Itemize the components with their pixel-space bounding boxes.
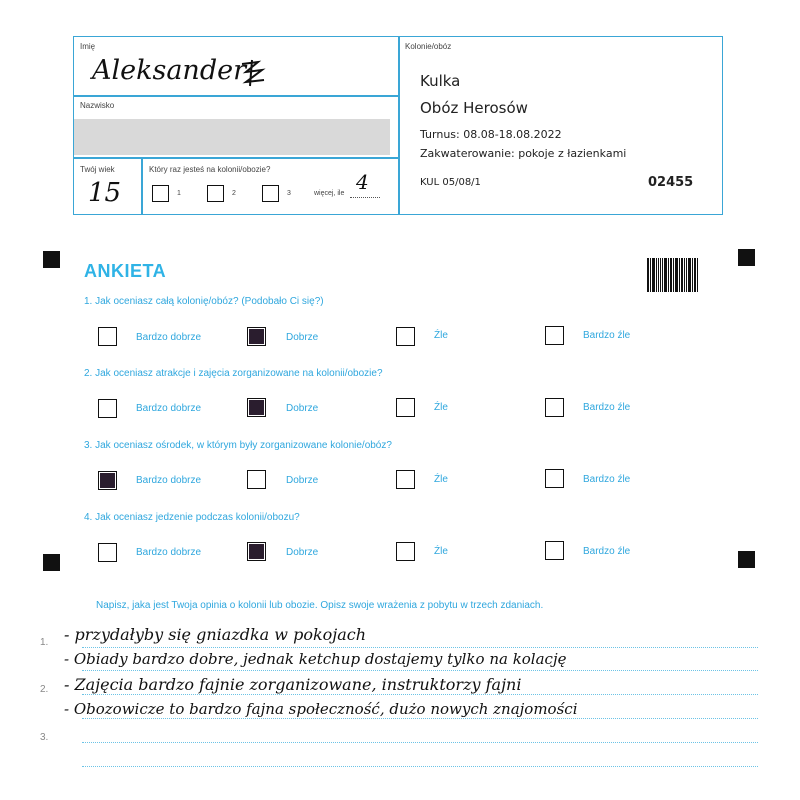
answer-text-2[interactable]: - Obiady bardzo dobre, jednak ketchup dostajemy tylko na kolację bbox=[64, 650, 567, 668]
q2-zle-checkbox[interactable] bbox=[396, 398, 415, 417]
camp-turnus: Turnus: 08.08-18.08.2022 bbox=[420, 128, 562, 141]
q4-zle-checkbox[interactable] bbox=[396, 542, 415, 561]
q2-bardzo-zle-label: Bardzo źle bbox=[583, 402, 631, 413]
wiek-value[interactable]: 15 bbox=[88, 178, 122, 208]
q1-dobrze-label: Dobrze bbox=[286, 332, 319, 343]
registration-marker-bottom-left bbox=[43, 554, 60, 571]
camp-code: KUL 05/08/1 bbox=[420, 177, 481, 188]
q4-bardzo-zle-label: Bardzo źle bbox=[583, 546, 631, 557]
q2-zle-label: Źle bbox=[434, 402, 448, 413]
wiecej-label: więcej, ile bbox=[314, 190, 345, 197]
registration-marker-bottom-right bbox=[738, 551, 755, 568]
visit-2-label: 2 bbox=[232, 190, 236, 197]
answer-line-1b bbox=[82, 670, 758, 671]
q4-zle-label: Źle bbox=[434, 546, 448, 557]
q4-bardzo-dobrze-checkbox[interactable] bbox=[98, 543, 117, 562]
signature-scribble bbox=[238, 58, 268, 88]
registration-marker-top-left bbox=[43, 251, 60, 268]
wiecej-value[interactable]: 4 bbox=[356, 170, 369, 194]
q1-bardzo-dobrze-checkbox[interactable] bbox=[98, 327, 117, 346]
wiek-label: Twój wiek bbox=[80, 165, 115, 174]
q3-bardzo-zle-label: Bardzo źle bbox=[583, 474, 631, 485]
q4-bardzo-zle-checkbox[interactable] bbox=[545, 541, 564, 560]
survey-title: ANKIETA bbox=[84, 261, 167, 281]
kolonia-label: Kolonie/obóz bbox=[405, 42, 452, 51]
nazwisko-label: Nazwisko bbox=[80, 101, 115, 110]
q4-dobrze-label: Dobrze bbox=[286, 547, 319, 558]
line-number-3: 3. bbox=[40, 732, 49, 743]
visit-1-checkbox[interactable] bbox=[152, 185, 169, 202]
answer-text-4[interactable]: - Obozowicze to bardzo fajna społeczność, dużo nowych znajomości bbox=[64, 700, 578, 718]
q3-bardzo-zle-checkbox[interactable] bbox=[545, 469, 564, 488]
q4-dobrze-checkbox[interactable] bbox=[247, 542, 266, 561]
q2-bardzo-zle-checkbox[interactable] bbox=[545, 398, 564, 417]
nazwisko-redacted bbox=[74, 119, 390, 155]
imie-divider bbox=[73, 95, 399, 97]
line-number-2: 2. bbox=[40, 684, 49, 695]
q1-zle-label: Źle bbox=[434, 330, 448, 341]
q1-dobrze-checkbox[interactable] bbox=[247, 327, 266, 346]
q3-dobrze-checkbox[interactable] bbox=[247, 470, 266, 489]
q2-dobrze-checkbox[interactable] bbox=[247, 398, 266, 417]
registration-marker-top-right bbox=[738, 249, 755, 266]
visit-3-label: 3 bbox=[287, 190, 291, 197]
imie-label: Imię bbox=[80, 42, 96, 51]
answer-line-2b bbox=[82, 718, 758, 719]
visit-2-checkbox[interactable] bbox=[207, 185, 224, 202]
q3-dobrze-label: Dobrze bbox=[286, 475, 319, 486]
line-number-1: 1. bbox=[40, 637, 49, 648]
barcode bbox=[647, 258, 699, 292]
answer-line-3b bbox=[82, 766, 758, 767]
answer-text-3[interactable]: - Zajęcia bardzo fajnie zorganizowane, instruktorzy fajni bbox=[64, 675, 522, 694]
ktory-raz-label: Który raz jesteś na kolonii/obozie? bbox=[149, 165, 271, 174]
camp-zakwaterowanie: Zakwaterowanie: pokoje z łazienkami bbox=[420, 147, 627, 160]
answer-line-2a bbox=[82, 694, 758, 695]
q4-bardzo-dobrze-label: Bardzo dobrze bbox=[136, 547, 202, 558]
answer-line-3a bbox=[82, 742, 758, 743]
question-3: 3. Jak oceniasz ośrodek, w którym były zorganizowane kolonie/obóz? bbox=[84, 440, 392, 451]
q3-bardzo-dobrze-label: Bardzo dobrze bbox=[136, 475, 202, 486]
q1-bardzo-dobrze-label: Bardzo dobrze bbox=[136, 332, 202, 343]
camp-number: 02455 bbox=[648, 175, 694, 190]
wiek-divider bbox=[141, 157, 143, 215]
q1-zle-checkbox[interactable] bbox=[396, 327, 415, 346]
q1-bardzo-zle-checkbox[interactable] bbox=[545, 326, 564, 345]
q1-bardzo-zle-label: Bardzo źle bbox=[583, 330, 631, 341]
q3-zle-label: Źle bbox=[434, 474, 448, 485]
answer-line-1a bbox=[82, 647, 758, 648]
q3-zle-checkbox[interactable] bbox=[396, 470, 415, 489]
camp-title: Obóz Herosów bbox=[420, 99, 528, 117]
question-1: 1. Jak oceniasz całą kolonię/obóz? (Podobało Ci się?) bbox=[84, 296, 324, 307]
visit-1-label: 1 bbox=[177, 190, 181, 197]
wiecej-dots bbox=[350, 197, 380, 198]
visit-3-checkbox[interactable] bbox=[262, 185, 279, 202]
q3-bardzo-dobrze-checkbox[interactable] bbox=[98, 471, 117, 490]
q2-bardzo-dobrze-label: Bardzo dobrze bbox=[136, 403, 202, 414]
nazwisko-divider bbox=[73, 157, 399, 159]
question-2: 2. Jak oceniasz atrakcje i zajęcia zorganizowane na kolonii/obozie? bbox=[84, 368, 383, 379]
answer-text-1[interactable]: - przydałyby się gniazdka w pokojach bbox=[64, 625, 367, 644]
imie-value[interactable]: Aleksander bbox=[92, 55, 246, 86]
q2-dobrze-label: Dobrze bbox=[286, 403, 319, 414]
q2-bardzo-dobrze-checkbox[interactable] bbox=[98, 399, 117, 418]
camp-name: Kulka bbox=[420, 72, 461, 90]
opinion-prompt: Napisz, jaka jest Twoja opinia o kolonii lub obozie. Opisz swoje wrażenia z pobytu w trzech zdaniach. bbox=[96, 600, 544, 611]
header-divider bbox=[398, 36, 400, 215]
question-4: 4. Jak oceniasz jedzenie podczas kolonii/obozu? bbox=[84, 512, 300, 523]
